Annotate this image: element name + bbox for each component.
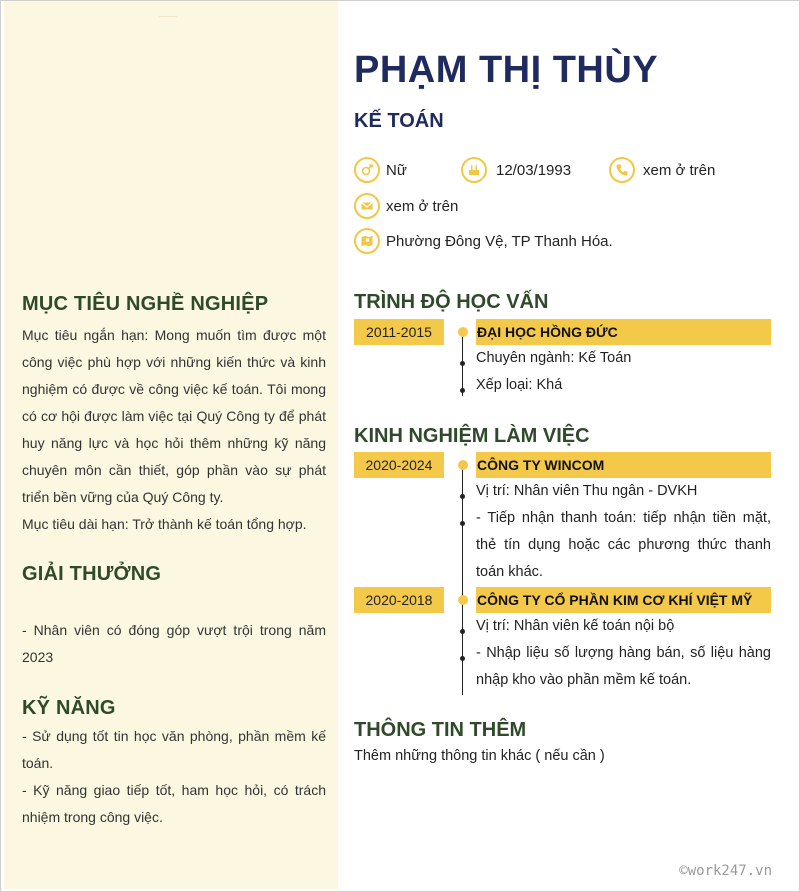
awards-text: - Nhân viên có đóng góp vượt trội trong năm 2023	[22, 622, 326, 665]
bullet-dot	[460, 494, 465, 499]
awards-section	[22, 563, 326, 671]
job-title: KẾ TOÁN	[354, 110, 444, 132]
experience-task: - Tiếp nhận thanh toán: tiếp nhận tiền mặt, thẻ tín dụng hoặc các phương thức thanh toán khác.	[476, 510, 771, 580]
experience-position: Vị trí: Nhân viên Thu ngân - DVKH	[476, 483, 698, 499]
gender-icon	[354, 157, 380, 183]
address-value: Phường Đông Vệ, TP Thanh Hóa.	[386, 232, 613, 250]
bullet-dot	[460, 629, 465, 634]
timeline-marker	[458, 327, 468, 337]
birthdate-value: 12/03/1993	[496, 161, 572, 179]
extra-text: Thêm những thông tin khác ( nếu cần )	[354, 748, 605, 764]
phone-value: xem ở trên	[643, 161, 716, 179]
bullet-dot	[460, 656, 465, 661]
candidate-name: PHẠM THỊ THÙY	[354, 49, 659, 91]
watermark: ©work247.vn	[679, 863, 772, 879]
school-name: ĐẠI HỌC HỒNG ĐỨC	[476, 319, 771, 345]
education-heading: TRÌNH ĐỘ HỌC VẤN	[354, 291, 549, 313]
experience-heading: KINH NGHIỆM LÀM VIỆC	[354, 425, 590, 447]
education-date: 2011-2015	[354, 319, 444, 345]
company-name: CÔNG TY WINCOM	[476, 452, 771, 478]
education-major: Chuyên ngành: Kế Toán	[476, 350, 632, 366]
skills-section	[22, 697, 326, 831]
phone-icon	[609, 157, 635, 183]
awards-heading: GIẢI THƯỞNG	[22, 563, 162, 585]
timeline-marker	[458, 460, 468, 470]
email-icon	[354, 193, 380, 219]
company-name: CÔNG TY CỔ PHẦN KIM CƠ KHÍ VIỆT MỸ	[476, 587, 771, 613]
bullet-dot	[460, 388, 465, 393]
skills-heading: KỸ NĂNG	[22, 697, 116, 719]
experience-position: Vị trí: Nhân viên kế toán nội bộ	[476, 618, 675, 634]
gender-value: Nữ	[386, 161, 407, 179]
timeline-marker	[458, 595, 468, 605]
avatar-placeholder	[159, 16, 177, 17]
skill-item: - Kỹ năng giao tiếp tốt, ham học hỏi, có trách nhiệm trong công việc.	[22, 782, 326, 825]
objective-heading: MỤC TIÊU NGHỀ NGHIỆP	[22, 293, 269, 315]
experience-date: 2020-2024	[354, 452, 444, 478]
email-value: xem ở trên	[386, 197, 459, 215]
email-info	[354, 193, 458, 219]
experience-date: 2020-2018	[354, 587, 444, 613]
education-grade: Xếp loại: Khá	[476, 377, 563, 393]
birthdate-info	[461, 157, 571, 183]
cake-icon	[461, 157, 487, 183]
objective-short-term: Mục tiêu ngắn hạn: Mong muốn tìm được một công việc phù hợp với những kiến thức và kinh nghiệm có được về công việc kế toán. Tôi mong có cơ hội được làm việc tại Quý Công ty để phát huy năng lực và học hỏi thêm những kỹ năng chuyên môn cần thiết, góp phần vào sự phát triển bền vững của Quý Công ty.	[22, 327, 326, 505]
phone-info	[609, 157, 715, 183]
bullet-dot	[460, 521, 465, 526]
extra-heading: THÔNG TIN THÊM	[354, 719, 527, 741]
objective-long-term: Mục tiêu dài hạn: Trở thành kế toán tổng hợp.	[22, 516, 307, 532]
map-pin-icon	[354, 228, 380, 254]
objective-section	[22, 293, 326, 538]
left-column	[4, 1, 338, 889]
address-info	[354, 228, 613, 254]
skill-item: - Sử dụng tốt tin học văn phòng, phần mềm kế toán.	[22, 728, 326, 771]
experience-task: - Nhập liệu số lượng hàng bán, số liệu hàng nhập kho vào phần mềm kế toán.	[476, 645, 771, 688]
gender-info	[354, 157, 407, 183]
bullet-dot	[460, 361, 465, 366]
